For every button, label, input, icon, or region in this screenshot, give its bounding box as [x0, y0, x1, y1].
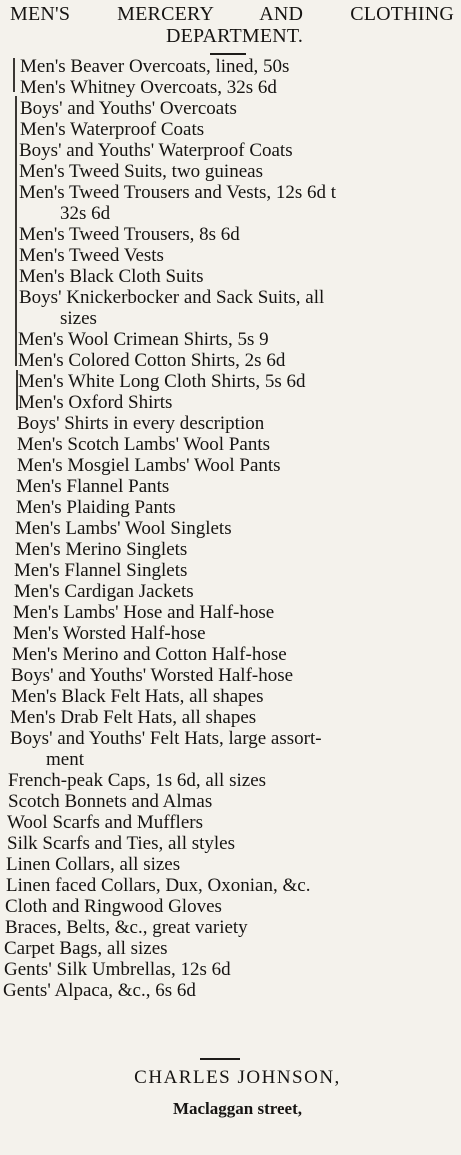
list-item: Men's Beaver Overcoats, lined, 50s	[20, 56, 290, 77]
list-item-continuation: sizes	[60, 308, 97, 329]
list-item: Boys' and Youths' Waterproof Coats	[19, 140, 293, 161]
list-item: Wool Scarfs and Mufflers	[7, 812, 203, 833]
list-item: Men's Black Felt Hats, all shapes	[11, 686, 264, 707]
list-item: Men's Black Cloth Suits	[19, 266, 204, 287]
list-item: Boys' and Youths' Worsted Half-hose	[11, 665, 294, 686]
list-item: Men's Flannel Pants	[16, 476, 170, 497]
list-item: Men's Waterproof Coats	[20, 119, 205, 140]
heading-rule	[210, 53, 246, 55]
list-item: Men's Tweed Trousers and Vests, 12s 6d t	[19, 182, 337, 203]
list-item: Linen faced Collars, Dux, Oxonian, &c.	[6, 875, 311, 896]
list-item: Carpet Bags, all sizes	[4, 938, 168, 959]
list-item: Boys' Knickerbocker and Sack Suits, all	[19, 287, 325, 308]
list-item: Men's Mosgiel Lambs' Wool Pants	[17, 455, 281, 476]
list-item: Braces, Belts, &c., great variety	[5, 917, 248, 938]
signature-rule	[200, 1058, 240, 1060]
list-item: Boys' and Youths' Felt Hats, large assort-	[10, 728, 322, 749]
list-item: Men's White Long Cloth Shirts, 5s 6d	[18, 371, 306, 392]
list-item: French-peak Caps, 1s 6d, all sizes	[8, 770, 267, 791]
list-item-continuation: ment	[46, 749, 84, 770]
list-item: Men's Drab Felt Hats, all shapes	[10, 707, 257, 728]
list-item: Men's Wool Crimean Shirts, 5s 9	[18, 329, 269, 350]
list-item: Men's Merino Singlets	[15, 539, 188, 560]
list-item: Men's Tweed Trousers, 8s 6d	[19, 224, 240, 245]
list-item: Men's Plaiding Pants	[16, 497, 176, 518]
list-item: Gents' Silk Umbrellas, 12s 6d	[4, 959, 231, 980]
list-item: Men's Whitney Overcoats, 32s 6d	[20, 77, 277, 98]
list-item: Cloth and Ringwood Gloves	[5, 896, 222, 917]
list-item: Men's Merino and Cotton Half-hose	[12, 644, 287, 665]
list-item: Men's Scotch Lambs' Wool Pants	[17, 434, 271, 455]
list-item: Men's Oxford Shirts	[18, 392, 173, 413]
column-border-left	[13, 58, 15, 92]
list-item: Gents' Alpaca, &c., 6s 6d	[3, 980, 196, 1001]
list-item: Men's Flannel Singlets	[14, 560, 188, 581]
list-item: Boys' Shirts in every description	[17, 413, 265, 434]
list-item: Men's Cardigan Jackets	[14, 581, 194, 602]
list-item: Men's Tweed Suits, two guineas	[19, 161, 263, 182]
list-item: Men's Lambs' Wool Singlets	[15, 518, 232, 539]
list-item: Boys' and Youths' Overcoats	[20, 98, 237, 119]
list-item: Men's Lambs' Hose and Half-hose	[13, 602, 275, 623]
list-item: Men's Tweed Vests	[19, 245, 164, 266]
list-item: Men's Worsted Half-hose	[13, 623, 206, 644]
list-item: Men's Colored Cotton Shirts, 2s 6d	[18, 350, 286, 371]
advertiser-name: CHARLES JOHNSON,	[134, 1067, 341, 1088]
department-heading-line2: DEPARTMENT.	[165, 25, 304, 47]
column-border-left	[15, 96, 17, 366]
list-item: Linen Collars, all sizes	[6, 854, 181, 875]
advertiser-address: Maclaggan street,	[172, 1099, 303, 1118]
department-heading-line1: MEN'S MERCERY AND CLOTHING	[10, 3, 454, 25]
list-item: Silk Scarfs and Ties, all styles	[7, 833, 236, 854]
list-item-continuation: 32s 6d	[60, 203, 111, 224]
list-item: Scotch Bonnets and Almas	[8, 791, 213, 812]
